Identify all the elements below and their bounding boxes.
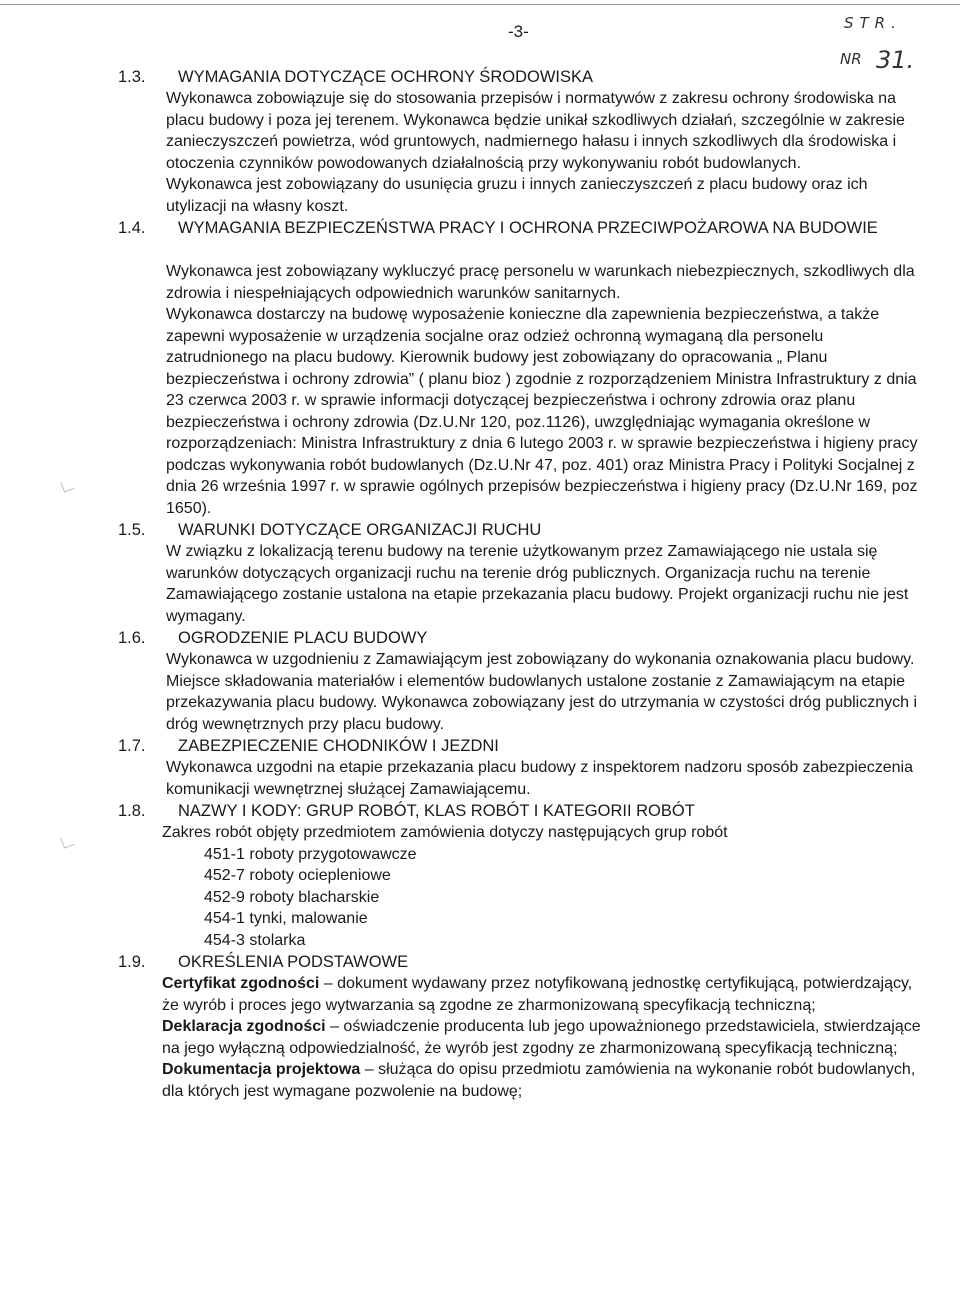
definition-term: Dokumentacja projektowa [162,1061,361,1078]
paragraph: Wykonawca zobowiązuje się do stosowania przepisów i normatywów z zakresu ochrony środowiska na placu budowy i poza jej terenem. Wykonawca będzie unikał szkodliwych działań, szczególnie w zakresie zanieczyszczeń powietrza, wód gruntowych, nadmiernego hałasu i innych szkodliwych dla środowiska i otoczenia czynników powodowanych działalnością przy wykonywaniu robót budowlanych. [166,90,905,172]
section-1-3 [118,66,926,217]
section-heading [118,66,926,88]
section-heading [118,627,926,649]
section-title: WYMAGANIA DOTYCZĄCE OCHRONY ŚRODOWISKA [178,68,593,86]
section-title: OGRODZENIE PLACU BUDOWY [178,629,428,647]
paragraph: Wykonawca jest zobowiązany do usunięcia gruzu i innych zanieczyszczeń z placu budowy oraz ich utylizacji na własny koszt. [166,176,868,215]
section-heading [118,735,926,757]
section-number: 1.7. [118,737,146,755]
section-heading [118,519,926,541]
section-1-8 [118,800,926,951]
section-1-9 [118,951,926,1102]
section-number: 1.3. [118,68,146,86]
section-title: OKREŚLENIA PODSTAWOWE [178,953,409,971]
list-item: 452-9 roboty blacharskie [204,888,380,906]
section-heading [118,800,926,822]
definition-text: – dokument wydawany przez notyfikowaną jednostkę certyfikującą, potwierdzający, że wyrób i proces jego wytwarzania są zgodne ze zharmonizowaną specyfikacją techniczną; [162,975,913,1014]
stamp-line-2: NR [840,50,862,68]
section-1-7 [118,735,926,800]
section-title: ZABEZPIECZENIE CHODNIKÓW I JEZDNI [178,737,499,755]
section-title: NAZWY I KODY: GRUP ROBÓT, KLAS ROBÓT I KATEGORII ROBÓT [178,802,695,820]
paragraph: W związku z lokalizacją terenu budowy na terenie użytkowanym przez Zamawiającego nie ustala się warunków dotyczących organizacji ruchu na terenie dróg publicznych. Organizacja ruchu na terenie Zamawiającego zostanie ustalona na etapie przekazania placu budowy. Projekt organizacji ruchu nie jest wymagany. [166,543,909,625]
section-number: 1.4. [118,219,146,237]
stamp-line-1: STR. [844,14,902,32]
definition [162,1059,926,1102]
margin-mark [60,478,74,492]
section-title: WYMAGANIA BEZPIECZEŃSTWA PRACY I OCHRONA PRZECIWPOŻAROWA NA BUDOWIE [178,219,878,237]
definition [162,973,926,1016]
paragraph: Wykonawca dostarczy na budowę wyposażenie konieczne dla zapewnienia bezpieczeństwa, a także zapewni wyposażenie w urządzenia socjalne oraz odzież ochronną wymaganą dla personelu zatrudnionego na placu budowy. Kierownik budowy jest zobowiązany do opracowania „ Planu bezpieczeństwa i ochrony zdrowia” ( planu bioz ) zgodnie z rozporządzeniem Ministra Infrastruktury z dnia 23 czerwca 2003 r. w sprawie informacji dotyczącej bezpieczeństwa i ochrony zdrowia oraz planu bezpieczeństwa i ochrony zdrowia (Dz.U.Nr 120, poz.1126), uwzględniając wymagania określone w rozporządzeniach: Ministra Infrastruktury z dnia 6 lutego 2003 r. w sprawie bezpieczeństwa i higieny pracy podczas wykonywania robót budowlanych (Dz.U.Nr 47, poz. 401) oraz Ministra Pracy i Polityki Socjalnej z dnia 26 września 1997 r. w sprawie ogólnych przepisów bezpieczeństwa i higieny pracy (Dz.U.Nr 169, poz 1650). [166,306,918,517]
section-1-6 [118,627,926,735]
definition-term: Certyfikat zgodności [162,975,320,992]
margin-mark [60,834,74,848]
document-body [118,66,926,1102]
section-1-5 [118,519,926,627]
work-groups-list [204,844,926,952]
list-item: 452-7 roboty ociepleniowe [204,867,391,884]
paragraph: Wykonawca uzgodni na etapie przekazania placu budowy z inspektorem nadzoru sposób zabezpieczenia komunikacji wewnętrznej służącej Zamawiającemu. [166,759,913,798]
definition [162,1016,926,1059]
list-item: 454-3 stolarka [204,931,306,949]
section-number: 1.5. [118,521,146,539]
page-number: -3- [508,22,529,41]
section-title: WARUNKI DOTYCZĄCE ORGANIZACJI RUCHU [178,521,542,539]
definition-text: – oświadczenie producenta lub jego upoważnionego przedstawiciela, stwierdzające na jego wyłączną odpowiedzialność, że wyrób jest zgodny ze zharmonizowaną specyfikacją techniczną; [162,1018,921,1057]
top-rule [0,4,960,5]
list-item: 454-1 tynki, malowanie [204,910,368,927]
definition-term: Deklaracja zgodności [162,1018,326,1035]
list-item: 451-1 roboty przygotowawcze [204,845,417,863]
section-number: 1.9. [118,953,146,971]
section-heading [118,951,926,973]
paragraph: Wykonawca jest zobowiązany wykluczyć pracę personelu w warunkach niebezpiecznych, szkodliwych dla zdrowia i niespełniających odpowiednich warunków sanitarnych. [166,263,915,302]
paragraph: Zakres robót objęty przedmiotem zamówienia dotyczy następujących grup robót [162,824,728,841]
section-1-4 [118,217,926,519]
paragraph: Wykonawca w uzgodnieniu z Zamawiającym jest zobowiązany do wykonania oznakowania placu budowy. Miejsce składowania materiałów i elementów budowlanych ustalone zostanie z Zamawiającym na etapie przekazywania placu budowy. Wykonawca zobowiązany jest do utrzymania w czystości dróg publicznych i dróg wewnętrznych przy placu budowy. [166,651,918,733]
section-number: 1.8. [118,802,146,820]
definition-text: – służąca do opisu przedmiotu zamówienia na wykonanie robót budowlanych, dla których jest wymagane pozwolenie na budowę; [162,1061,916,1100]
section-number: 1.6. [118,629,146,647]
stamp-number: 31. [876,46,915,74]
section-heading [118,217,926,261]
